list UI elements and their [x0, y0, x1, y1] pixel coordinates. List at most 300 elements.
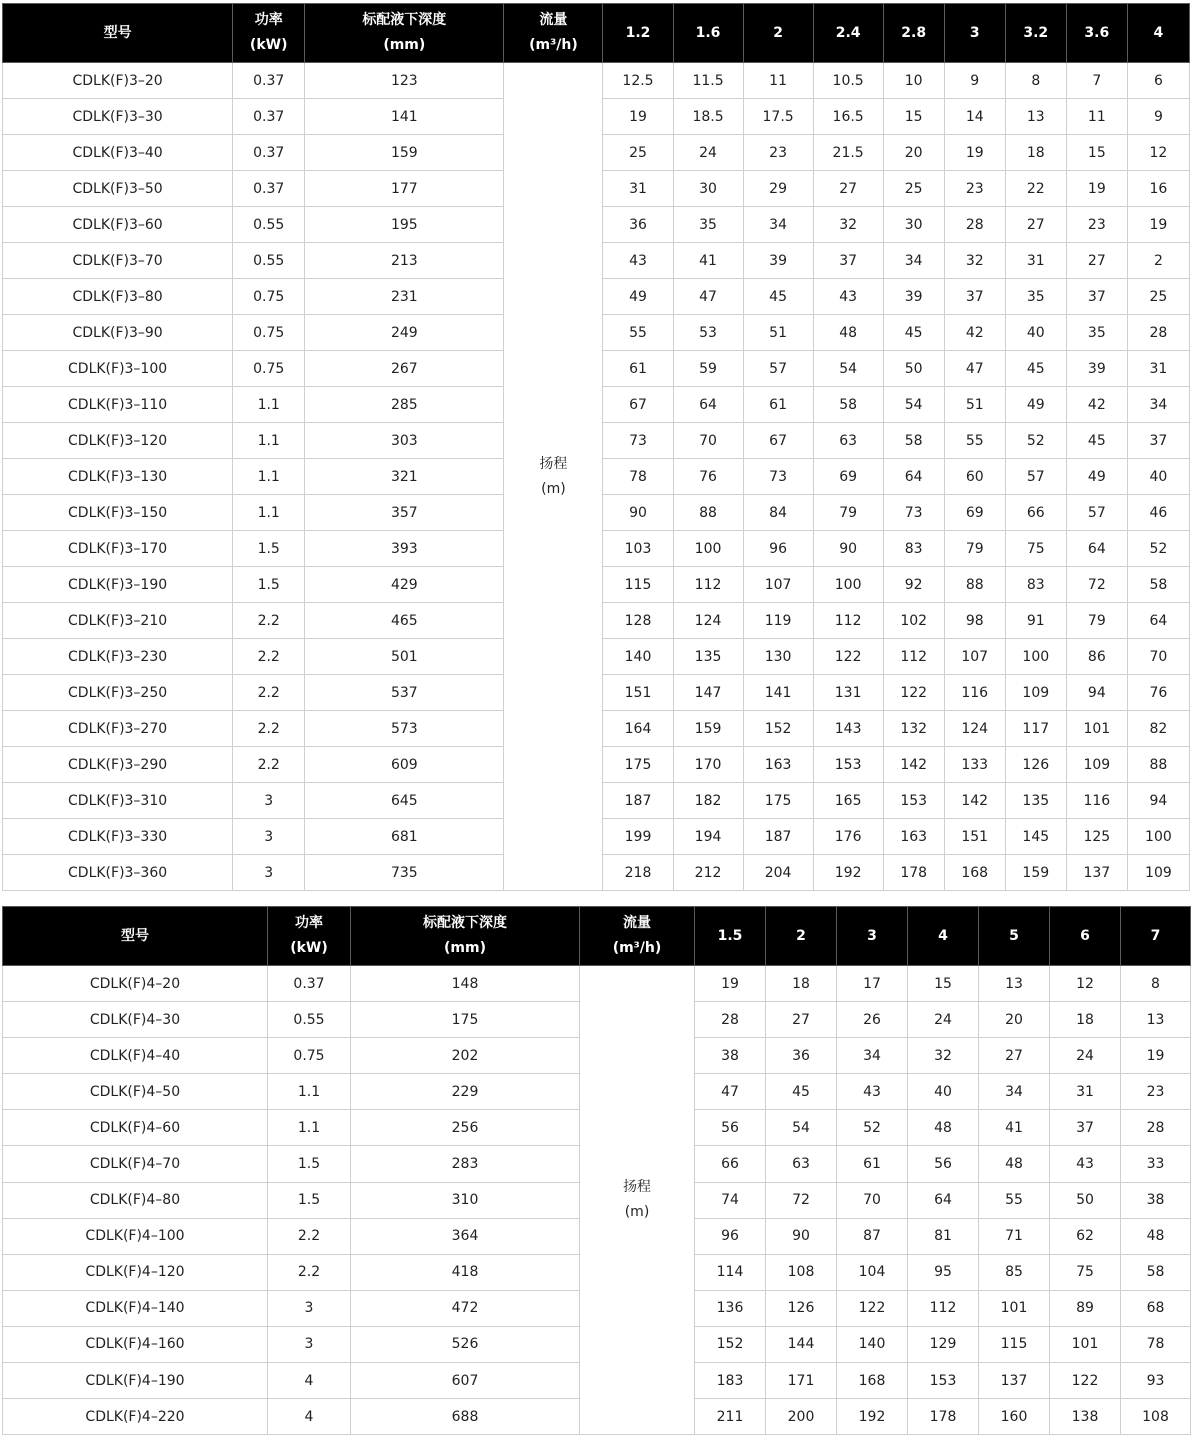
power-cell: 1.1 — [233, 387, 305, 423]
head-value-cell: 34 — [1127, 387, 1189, 423]
head-value-cell: 33 — [1121, 1146, 1191, 1182]
head-value-cell: 145 — [1005, 819, 1066, 855]
head-value-cell: 37 — [1066, 279, 1127, 315]
head-value-cell: 10 — [883, 63, 944, 99]
head-value-cell: 19 — [944, 135, 1005, 171]
head-value-cell: 31 — [1005, 243, 1066, 279]
head-value-cell: 101 — [979, 1290, 1050, 1326]
head-value-cell: 76 — [1127, 675, 1189, 711]
head-value-cell: 183 — [695, 1363, 766, 1399]
head-value-cell: 20 — [979, 1002, 1050, 1038]
head-value-cell: 20 — [883, 135, 944, 171]
head-value-cell: 15 — [908, 966, 979, 1002]
depth-cell: 213 — [305, 243, 504, 279]
head-value-cell: 100 — [813, 567, 883, 603]
power-cell: 0.37 — [233, 135, 305, 171]
depth-cell: 321 — [305, 459, 504, 495]
head-value-cell: 171 — [766, 1363, 837, 1399]
head-value-cell: 41 — [979, 1110, 1050, 1146]
head-value-cell: 170 — [673, 747, 743, 783]
head-value-cell: 109 — [1066, 747, 1127, 783]
head-value-cell: 187 — [603, 783, 673, 819]
head-value-cell: 63 — [813, 423, 883, 459]
head-value-cell: 49 — [603, 279, 673, 315]
flow-header-unit: (m³/h) — [529, 37, 578, 53]
head-value-cell: 23 — [743, 135, 813, 171]
head-value-cell: 13 — [1121, 1002, 1191, 1038]
model-cell: CDLK(F)4–20 — [3, 966, 268, 1002]
power-header-label: 功率 — [295, 915, 323, 931]
head-value-cell: 49 — [1066, 459, 1127, 495]
flow-header — [580, 907, 695, 966]
power-cell: 0.55 — [268, 1002, 351, 1038]
head-value-cell: 133 — [944, 747, 1005, 783]
head-value-cell: 124 — [673, 603, 743, 639]
depth-cell: 285 — [305, 387, 504, 423]
head-value-cell: 102 — [883, 603, 944, 639]
head-value-cell: 83 — [1005, 567, 1066, 603]
head-value-cell: 48 — [908, 1110, 979, 1146]
head-value-cell: 54 — [883, 387, 944, 423]
power-cell: 2.2 — [233, 603, 305, 639]
depth-cell: 609 — [305, 747, 504, 783]
head-value-cell: 47 — [673, 279, 743, 315]
head-value-cell: 61 — [743, 387, 813, 423]
model-cell: CDLK(F)3–90 — [3, 315, 233, 351]
head-value-cell: 64 — [883, 459, 944, 495]
head-value-cell: 151 — [944, 819, 1005, 855]
head-value-cell: 40 — [908, 1074, 979, 1110]
head-value-cell: 211 — [695, 1399, 766, 1435]
flow-value-header: 4 — [1127, 4, 1189, 63]
head-value-cell: 35 — [673, 207, 743, 243]
head-value-cell: 43 — [1050, 1146, 1121, 1182]
head-value-cell: 15 — [883, 99, 944, 135]
depth-header-unit: (mm) — [444, 940, 486, 956]
head-value-cell: 163 — [743, 747, 813, 783]
head-value-cell: 67 — [603, 387, 673, 423]
head-value-cell: 42 — [1066, 387, 1127, 423]
depth-cell: 501 — [305, 639, 504, 675]
head-value-cell: 8 — [1005, 63, 1066, 99]
flow-value-header: 6 — [1050, 907, 1121, 966]
table-body — [3, 63, 1190, 891]
depth-cell: 645 — [305, 783, 504, 819]
head-value-cell: 30 — [883, 207, 944, 243]
head-value-cell: 70 — [1127, 639, 1189, 675]
power-cell: 4 — [268, 1399, 351, 1435]
head-value-cell: 22 — [1005, 171, 1066, 207]
flow-value-header: 1.5 — [695, 907, 766, 966]
head-value-cell: 182 — [673, 783, 743, 819]
model-cell: CDLK(F)4–220 — [3, 1399, 268, 1435]
head-value-cell: 76 — [673, 459, 743, 495]
model-cell: CDLK(F)3–80 — [3, 279, 233, 315]
head-value-cell: 45 — [1005, 351, 1066, 387]
head-value-cell: 45 — [883, 315, 944, 351]
head-value-cell: 112 — [813, 603, 883, 639]
depth-cell: 681 — [305, 819, 504, 855]
head-value-cell: 27 — [766, 1002, 837, 1038]
head-value-cell: 25 — [603, 135, 673, 171]
head-value-cell: 34 — [837, 1038, 908, 1074]
model-cell: CDLK(F)4–70 — [3, 1146, 268, 1182]
head-value-cell: 87 — [837, 1218, 908, 1254]
head-value-cell: 42 — [944, 315, 1005, 351]
head-value-cell: 18.5 — [673, 99, 743, 135]
head-value-cell: 112 — [673, 567, 743, 603]
power-cell: 1.5 — [233, 531, 305, 567]
head-value-cell: 43 — [837, 1074, 908, 1110]
power-cell: 0.55 — [233, 243, 305, 279]
head-value-cell: 41 — [673, 243, 743, 279]
head-value-cell: 79 — [944, 531, 1005, 567]
head-value-cell: 37 — [1050, 1110, 1121, 1146]
head-value-cell: 79 — [1066, 603, 1127, 639]
head-value-cell: 24 — [1050, 1038, 1121, 1074]
head-value-cell: 27 — [813, 171, 883, 207]
depth-cell: 393 — [305, 531, 504, 567]
power-cell: 1.1 — [233, 495, 305, 531]
power-cell: 4 — [268, 1363, 351, 1399]
head-value-cell: 55 — [603, 315, 673, 351]
head-value-cell: 37 — [1127, 423, 1189, 459]
head-value-cell: 64 — [1066, 531, 1127, 567]
model-cell: CDLK(F)3–230 — [3, 639, 233, 675]
lift-label-cell — [580, 966, 695, 1435]
head-value-cell: 153 — [883, 783, 944, 819]
head-value-cell: 152 — [743, 711, 813, 747]
head-value-cell: 168 — [837, 1363, 908, 1399]
depth-cell: 175 — [351, 1002, 580, 1038]
head-value-cell: 13 — [1005, 99, 1066, 135]
head-value-cell: 116 — [944, 675, 1005, 711]
model-cell: CDLK(F)3–70 — [3, 243, 233, 279]
head-value-cell: 116 — [1066, 783, 1127, 819]
head-value-cell: 37 — [944, 279, 1005, 315]
head-value-cell: 122 — [1050, 1363, 1121, 1399]
head-value-cell: 24 — [673, 135, 743, 171]
head-value-cell: 37 — [813, 243, 883, 279]
head-value-cell: 19 — [603, 99, 673, 135]
depth-cell: 148 — [351, 966, 580, 1002]
head-value-cell: 51 — [743, 315, 813, 351]
head-value-cell: 26 — [837, 1002, 908, 1038]
head-value-cell: 36 — [603, 207, 673, 243]
head-value-cell: 47 — [695, 1074, 766, 1110]
head-value-cell: 31 — [603, 171, 673, 207]
depth-header — [351, 907, 580, 966]
head-value-cell: 18 — [1005, 135, 1066, 171]
power-cell: 0.55 — [233, 207, 305, 243]
head-value-cell: 88 — [673, 495, 743, 531]
head-value-cell: 15 — [1066, 135, 1127, 171]
head-value-cell: 43 — [603, 243, 673, 279]
head-value-cell: 12 — [1127, 135, 1189, 171]
depth-cell: 357 — [305, 495, 504, 531]
head-value-cell: 194 — [673, 819, 743, 855]
head-value-cell: 163 — [883, 819, 944, 855]
flow-value-header: 7 — [1121, 907, 1191, 966]
head-value-cell: 63 — [766, 1146, 837, 1182]
head-value-cell: 75 — [1005, 531, 1066, 567]
head-value-cell: 72 — [766, 1182, 837, 1218]
head-value-cell: 39 — [1066, 351, 1127, 387]
head-value-cell: 117 — [1005, 711, 1066, 747]
head-value-cell: 36 — [766, 1038, 837, 1074]
flow-value-header: 2.4 — [813, 4, 883, 63]
head-value-cell: 94 — [1127, 783, 1189, 819]
power-header-label: 功率 — [254, 12, 283, 28]
head-value-cell: 46 — [1127, 495, 1189, 531]
head-value-cell: 153 — [908, 1363, 979, 1399]
power-cell: 2.2 — [268, 1254, 351, 1290]
model-cell: CDLK(F)4–190 — [3, 1363, 268, 1399]
head-value-cell: 78 — [1121, 1326, 1191, 1362]
head-value-cell: 137 — [1066, 855, 1127, 891]
head-value-cell: 126 — [1005, 747, 1066, 783]
pump-spec-table-cdlk4 — [2, 906, 1191, 1435]
model-header: 型号 — [3, 907, 268, 966]
head-value-cell: 88 — [1127, 747, 1189, 783]
head-value-cell: 38 — [1121, 1182, 1191, 1218]
depth-cell: 310 — [351, 1182, 580, 1218]
lift-unit: (m) — [541, 480, 566, 497]
head-value-cell: 100 — [1127, 819, 1189, 855]
head-value-cell: 31 — [1050, 1074, 1121, 1110]
head-value-cell: 68 — [1121, 1290, 1191, 1326]
head-value-cell: 122 — [837, 1290, 908, 1326]
head-value-cell: 66 — [1005, 495, 1066, 531]
flow-value-header: 2 — [743, 4, 813, 63]
head-value-cell: 176 — [813, 819, 883, 855]
depth-header-unit: (mm) — [383, 37, 426, 53]
head-value-cell: 142 — [944, 783, 1005, 819]
depth-header — [305, 4, 504, 63]
head-value-cell: 48 — [813, 315, 883, 351]
depth-cell: 177 — [305, 171, 504, 207]
head-value-cell: 49 — [1005, 387, 1066, 423]
head-value-cell: 39 — [743, 243, 813, 279]
head-value-cell: 45 — [743, 279, 813, 315]
head-value-cell: 70 — [837, 1182, 908, 1218]
model-cell: CDLK(F)4–50 — [3, 1074, 268, 1110]
flow-value-header: 3.6 — [1066, 4, 1127, 63]
head-value-cell: 24 — [908, 1002, 979, 1038]
head-value-cell: 73 — [883, 495, 944, 531]
power-cell: 1.5 — [268, 1182, 351, 1218]
model-cell: CDLK(F)4–120 — [3, 1254, 268, 1290]
flow-value-header: 3.2 — [1005, 4, 1066, 63]
head-value-cell: 19 — [1121, 1038, 1191, 1074]
head-value-cell: 200 — [766, 1399, 837, 1435]
head-value-cell: 119 — [743, 603, 813, 639]
head-value-cell: 187 — [743, 819, 813, 855]
head-value-cell: 159 — [1005, 855, 1066, 891]
flow-header — [504, 4, 603, 63]
head-value-cell: 168 — [944, 855, 1005, 891]
power-header-unit: (kW) — [290, 940, 328, 956]
head-value-cell: 132 — [883, 711, 944, 747]
head-value-cell: 52 — [1005, 423, 1066, 459]
head-value-cell: 28 — [695, 1002, 766, 1038]
head-value-cell: 159 — [673, 711, 743, 747]
head-value-cell: 101 — [1050, 1326, 1121, 1362]
head-value-cell: 140 — [837, 1326, 908, 1362]
head-value-cell: 115 — [979, 1326, 1050, 1362]
head-value-cell: 108 — [1121, 1399, 1191, 1435]
head-value-cell: 55 — [944, 423, 1005, 459]
power-cell: 0.37 — [233, 63, 305, 99]
head-value-cell: 55 — [979, 1182, 1050, 1218]
head-value-cell: 143 — [813, 711, 883, 747]
power-cell: 0.75 — [233, 351, 305, 387]
power-cell: 2.2 — [233, 675, 305, 711]
head-value-cell: 141 — [743, 675, 813, 711]
head-value-cell: 101 — [1066, 711, 1127, 747]
head-value-cell: 90 — [603, 495, 673, 531]
head-value-cell: 23 — [1121, 1074, 1191, 1110]
lift-label-cell — [504, 63, 603, 891]
head-value-cell: 30 — [673, 171, 743, 207]
head-value-cell: 58 — [1121, 1254, 1191, 1290]
model-cell: CDLK(F)3–210 — [3, 603, 233, 639]
head-value-cell: 90 — [813, 531, 883, 567]
head-value-cell: 165 — [813, 783, 883, 819]
model-cell: CDLK(F)3–120 — [3, 423, 233, 459]
power-cell: 3 — [233, 783, 305, 819]
model-cell: CDLK(F)4–30 — [3, 1002, 268, 1038]
head-value-cell: 72 — [1066, 567, 1127, 603]
head-value-cell: 109 — [1127, 855, 1189, 891]
head-value-cell: 32 — [813, 207, 883, 243]
flow-header-label: 流量 — [539, 12, 568, 28]
head-value-cell: 27 — [979, 1038, 1050, 1074]
power-cell: 0.75 — [233, 279, 305, 315]
head-value-cell: 204 — [743, 855, 813, 891]
model-header: 型号 — [3, 4, 233, 63]
flow-header-unit: (m³/h) — [612, 940, 662, 956]
model-cell: CDLK(F)4–140 — [3, 1290, 268, 1326]
power-cell: 1.1 — [233, 423, 305, 459]
depth-cell: 229 — [351, 1074, 580, 1110]
head-value-cell: 175 — [603, 747, 673, 783]
model-cell: CDLK(F)3–30 — [3, 99, 233, 135]
head-value-cell: 11 — [743, 63, 813, 99]
head-value-cell: 71 — [979, 1218, 1050, 1254]
head-value-cell: 64 — [1127, 603, 1189, 639]
head-value-cell: 17 — [837, 966, 908, 1002]
power-cell: 1.1 — [268, 1074, 351, 1110]
power-cell: 1.5 — [233, 567, 305, 603]
power-header — [268, 907, 351, 966]
depth-cell: 465 — [305, 603, 504, 639]
head-value-cell: 64 — [673, 387, 743, 423]
power-cell: 3 — [233, 855, 305, 891]
model-cell: CDLK(F)3–170 — [3, 531, 233, 567]
head-value-cell: 61 — [837, 1146, 908, 1182]
power-header-unit: (kW) — [249, 37, 288, 53]
head-value-cell: 18 — [766, 966, 837, 1002]
head-value-cell: 112 — [883, 639, 944, 675]
model-cell: CDLK(F)4–60 — [3, 1110, 268, 1146]
head-value-cell: 135 — [673, 639, 743, 675]
head-value-cell: 73 — [603, 423, 673, 459]
head-value-cell: 40 — [1127, 459, 1189, 495]
head-value-cell: 90 — [766, 1218, 837, 1254]
depth-cell: 256 — [351, 1110, 580, 1146]
head-value-cell: 192 — [837, 1399, 908, 1435]
flow-value-header: 3 — [837, 907, 908, 966]
power-cell: 2.2 — [268, 1218, 351, 1254]
head-value-cell: 98 — [944, 603, 1005, 639]
head-value-cell: 69 — [813, 459, 883, 495]
head-value-cell: 144 — [766, 1326, 837, 1362]
head-value-cell: 28 — [1121, 1110, 1191, 1146]
model-cell: CDLK(F)3–130 — [3, 459, 233, 495]
power-cell: 0.37 — [233, 99, 305, 135]
head-value-cell: 178 — [908, 1399, 979, 1435]
depth-cell: 202 — [351, 1038, 580, 1074]
depth-header-label: 标配液下深度 — [362, 12, 447, 28]
model-cell: CDLK(F)3–330 — [3, 819, 233, 855]
head-value-cell: 27 — [1005, 207, 1066, 243]
depth-cell: 472 — [351, 1290, 580, 1326]
lift-label: 扬程 — [623, 1179, 651, 1196]
model-cell: CDLK(F)3–310 — [3, 783, 233, 819]
head-value-cell: 93 — [1121, 1363, 1191, 1399]
power-cell: 1.5 — [268, 1146, 351, 1182]
depth-cell: 141 — [305, 99, 504, 135]
depth-cell: 537 — [305, 675, 504, 711]
head-value-cell: 9 — [1127, 99, 1189, 135]
head-value-cell: 199 — [603, 819, 673, 855]
head-value-cell: 6 — [1127, 63, 1189, 99]
head-value-cell: 152 — [695, 1326, 766, 1362]
head-value-cell: 178 — [883, 855, 944, 891]
head-value-cell: 14 — [944, 99, 1005, 135]
head-value-cell: 19 — [1127, 207, 1189, 243]
head-value-cell: 35 — [1005, 279, 1066, 315]
flow-value-header: 3 — [944, 4, 1005, 63]
head-value-cell: 100 — [1005, 639, 1066, 675]
head-value-cell: 91 — [1005, 603, 1066, 639]
head-value-cell: 12.5 — [603, 63, 673, 99]
power-cell: 2.2 — [233, 747, 305, 783]
head-value-cell: 104 — [837, 1254, 908, 1290]
head-value-cell: 48 — [979, 1146, 1050, 1182]
model-cell: CDLK(F)3–360 — [3, 855, 233, 891]
depth-cell: 231 — [305, 279, 504, 315]
power-cell: 2.2 — [233, 711, 305, 747]
flow-value-header: 1.6 — [673, 4, 743, 63]
head-value-cell: 32 — [944, 243, 1005, 279]
head-value-cell: 45 — [766, 1074, 837, 1110]
head-value-cell: 130 — [743, 639, 813, 675]
head-value-cell: 59 — [673, 351, 743, 387]
head-value-cell: 147 — [673, 675, 743, 711]
head-value-cell: 19 — [695, 966, 766, 1002]
model-cell: CDLK(F)3–250 — [3, 675, 233, 711]
head-value-cell: 51 — [944, 387, 1005, 423]
head-value-cell: 94 — [1066, 675, 1127, 711]
depth-cell: 526 — [351, 1326, 580, 1362]
head-value-cell: 164 — [603, 711, 673, 747]
head-value-cell: 38 — [695, 1038, 766, 1074]
head-value-cell: 21.5 — [813, 135, 883, 171]
head-value-cell: 122 — [883, 675, 944, 711]
head-value-cell: 84 — [743, 495, 813, 531]
